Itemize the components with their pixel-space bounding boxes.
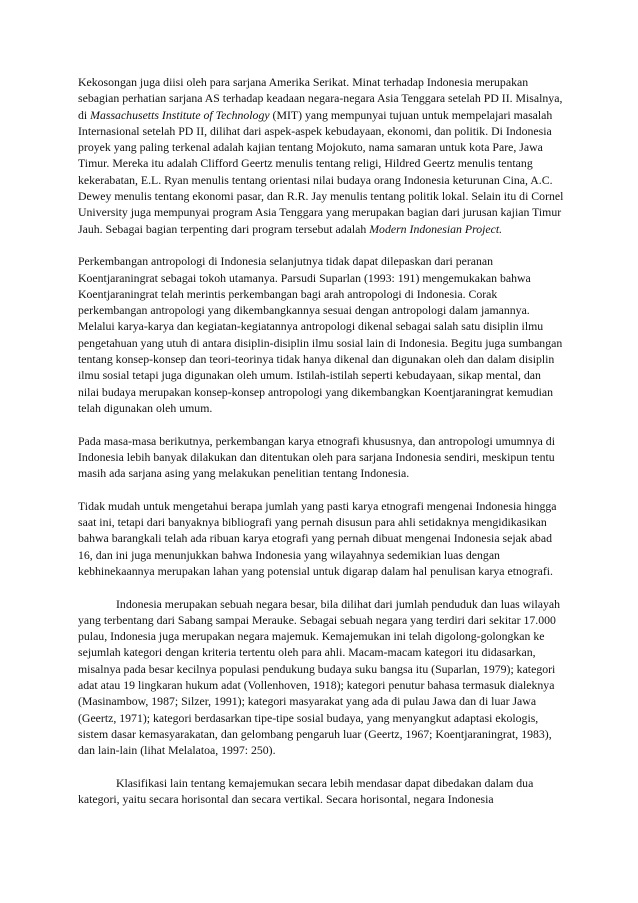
- paragraph-koentjaraningrat: Perkembangan antropologi di Indonesia selanjutnya tidak dapat dilepaskan dari peranan Koentjaraningrat sebagai tokoh utamanya. Parsudi Suparlan (1993: 191) mengemukakan bahwa Koentjaraningrat telah merintis perkembangan bagi arah antropologi di Indonesia. Corak perkembangan antropologi yang dikembangkannya sesuai dengan antropologi dalam jamannya. Melalui karya-karya dan kegiatan-kegiatannya antropologi dikenal sebagai salah satu disiplin ilmu pengetahuan yang utuh di antara disiplin-disiplin ilmu sosial lain di Indonesia. Begitu juga sumbangan tentang konsep-konsep dan teori-teorinya tidak hanya dikenal dan digunakan oleh dan dalam disiplin ilmu sosial tetapi juga digunakan oleh umum. Istilah-istilah seperti kebudayaan, sikap mental, dan nilai budaya merupakan konsep-konsep antropologi yang dikembangkan Koentjaraningrat kemudian telah digunakan oleh umum.: [78, 254, 563, 415]
- document-page: [78, 74, 564, 807]
- paragraph-kemajemukan: Indonesia merupakan sebuah negara besar, bila dilihat dari jumlah penduduk dan luas wilayah yang terbentang dari Sabang sampai Merauke. Sebagai sebuah negara yang terdiri dari sekitar 17.000 pulau, Indonesia juga merupakan negara majemuk. Kemajemukan ini telah digolong-golongkan ke sejumlah kategori dengan kriteria tertentu oleh para ahli. Macam-macam kategori itu didasarkan, misalnya pada besar kecilnya populasi pendukung budaya suku bangsa itu (Suparlan, 1979); kategori adat atau 19 lingkaran hukum adat (Vollenhoven, 1918); kategori penutur bahasa termasuk dialeknya (Masinambow, 1987; Silzer, 1991); kategori masyarakat yang ada di pulau Jawa dan di luar Jawa (Geertz, 1971); kategori berdasarkan tipe-tipe sosial budaya, yang menyangkut adaptasi ekologis, sistem dasar kemasyarakatan, dan gelombang pengaruh luar (Geertz, 1967; Koentjaraningrat, 1983), dan lain-lain (lihat Melalatoa, 1997: 250).: [78, 596, 561, 758]
- italic-term: Massachusetts Institute of Technology: [90, 107, 270, 122]
- paragraph-klasifikasi: Klasifikasi lain tentang kemajemukan secara lebih mendasar dapat dibedakan dalam dua kategori, yaitu secara horisontal dan secara vertikal. Secara horisontal, negara Indonesia: [78, 775, 534, 807]
- paragraph-text: Kekosongan juga diisi oleh para sarjana Amerika Serikat. Minat terhadap Indonesia merupakan sebagian perhatian sarjana AS terhadap keadaan negara-negara Asia Tenggara setelah PD II. Misalnya, di: [78, 75, 563, 122]
- paragraph-mit-mojokuto: [78, 74, 564, 237]
- paragraph-etnografi-berikutnya: Pada masa-masa berikutnya, perkembangan karya etnografi khususnya, dan antropologi umumnya di Indonesia lebih banyak dilakukan dan ditentukan oleh para sarjana Indonesia sendiri, meskipun tentu masih ada sarjana asing yang melakukan penelitian tentang Indonesia.: [78, 433, 555, 481]
- italic-term: Modern Indonesian Project.: [369, 221, 503, 236]
- paragraph-text: (MIT) yang mempunyai tujuan untuk mempelajari masalah Internasional setelah PD II, dilihat dari aspek-aspek kebudayaan, ekonomi, dan politik. Di Indonesia proyek yang paling terkenal adalah kajian tentang Mojokuto, nama samaran untuk kota Pare, Jawa Timur. Mereka itu adalah Clifford Geertz menulis tentang religi, Hildred Geertz menulis tentang kekerabatan, E.L. Ryan menulis tentang orientasi nilai budaya orang Indonesia keturunan Cina, A.C. Dewey menulis tentang ekonomi pasar, dan R.R. Jay menulis tentang politik lokal. Selain itu di Cornel University juga mempunyai program Asia Tenggara yang merupakan bagian dari jurusan kajian Timur Jauh. Sebagai bagian terpenting dari program tersebut adalah: [78, 107, 564, 236]
- paragraph-bibliografi: Tidak mudah untuk mengetahui berapa jumlah yang pasti karya etnografi mengenai Indonesia hingga saat ini, tetapi dari banyaknya bibliografi yang pernah disusun para ahli setidaknya mengidikasikan bahwa barangkali telah ada ribuan karya etografi yang pernah dibuat mengenai Indonesia sejak abad 16, dan ini juga menunjukkan bahwa Indonesia yang wilayahnya sedemikian luas dengan kebhinekaannya merupakan lahan yang potensial untuk digarap dalam hal penulisan karya etnografi.: [78, 498, 557, 578]
